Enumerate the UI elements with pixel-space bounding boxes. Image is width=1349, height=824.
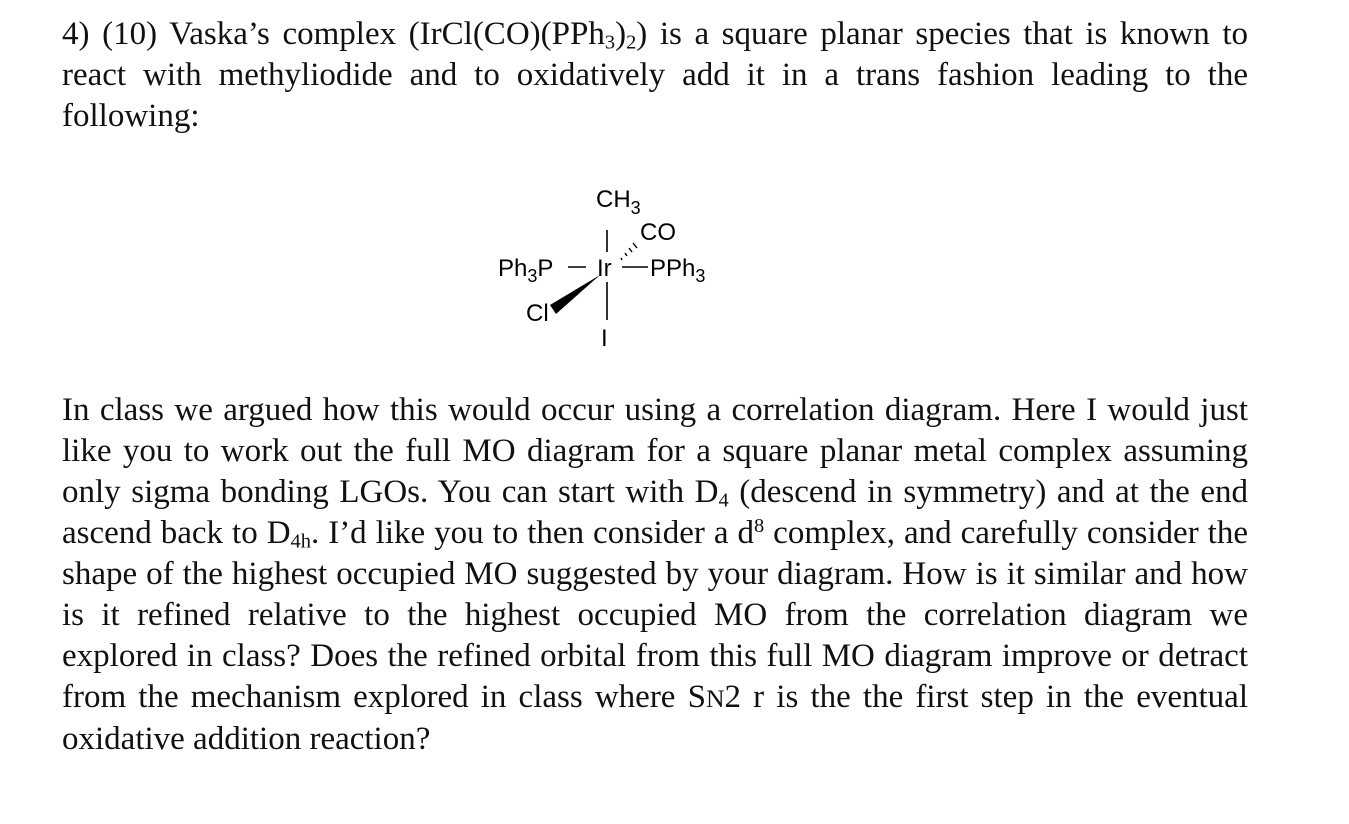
intro-text-b: ): [615, 16, 627, 52]
intro-subscript-2: 2: [626, 31, 637, 54]
d8-superscript: 8: [753, 514, 765, 537]
intro-text-c: ) is a square planar species that is known to react with methyliodide and to oxidatively add it in a trans fashion leading to the following:: [62, 16, 1249, 134]
iodide-ligand-label: I: [601, 325, 608, 350]
ir-co-hashed-bond: [621, 243, 637, 260]
sn2-small-caps-n: N: [705, 684, 725, 713]
cl-ligand-label: Cl: [526, 300, 549, 327]
pph3-right-ligand-label: PPh$_3$: [650, 255, 706, 286]
vaska-methyl-iodide-adduct-structure: [490, 180, 740, 350]
body-text-1: In class we argued how this would occur using a correlation diagram. Here I would just like you to work out the full MO diagram for a square planar metal complex assuming only sigma bonding LGOs. You can start with D: [62, 392, 1248, 510]
d4h-subscript: 4h: [290, 530, 311, 553]
co-ligand-label: CO: [640, 219, 676, 246]
body-text-3: . I’d like you to then consider a d: [310, 515, 754, 551]
ir-metal-label: Ir: [597, 255, 612, 282]
question-points: (10): [102, 16, 158, 52]
intro-subscript-1: 3: [604, 31, 616, 54]
body-text-4: complex, and carefully consider the shape of the highest occupied MO suggested by your diagram. How is it similar and how is it refined relative to the highest occupied MO from the correlation diagram we explored in class? Does the refined orbital from this full MO diagram improve or detract from the mechanism explored in class where S: [62, 515, 1248, 715]
d4-subscript: 4: [718, 489, 729, 512]
pph3-left-ligand-label: $Ph_3P$: [498, 255, 554, 286]
body-text-5: 2 r is the the first step in the eventual oxidative addition reaction?: [62, 679, 1248, 757]
question-intro-paragraph: [62, 14, 1248, 137]
chemical-structure-drawing: [490, 180, 740, 350]
question-number: 4): [62, 16, 90, 52]
ir-cl-wedge-bond: [550, 275, 600, 314]
intro-text-a: Vaska’s complex (IrCl(CO)(PPh: [169, 16, 605, 52]
question-body-paragraph: [62, 390, 1248, 760]
ch3-ligand-label: $CH_3$: [596, 186, 641, 218]
body-text-2: (descend in symmetry) and at the end ascend back to D: [62, 474, 1248, 551]
